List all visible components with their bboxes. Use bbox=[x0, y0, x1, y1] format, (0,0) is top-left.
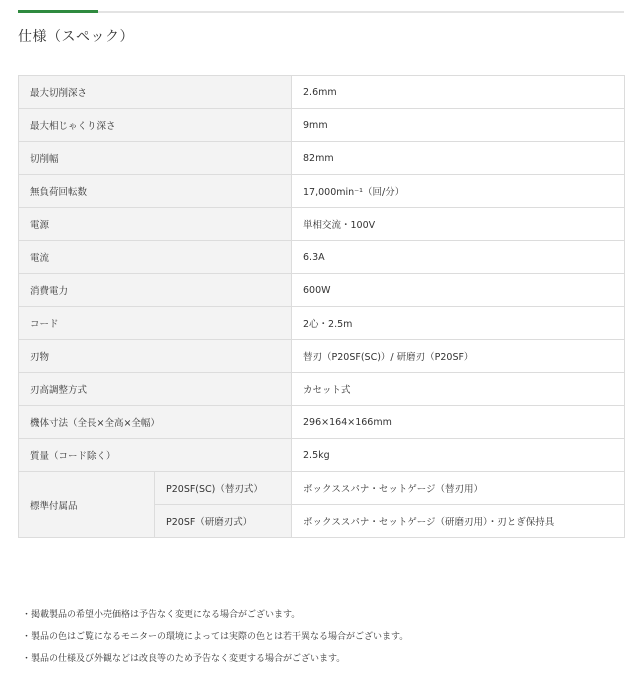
spec-value: 9mm bbox=[292, 109, 625, 142]
spec-label: 消費電力 bbox=[19, 274, 292, 307]
table-row bbox=[19, 208, 625, 241]
spec-value: 2心・2.5m bbox=[292, 307, 625, 340]
note-item: ・掲載製品の希望小売価格は予告なく変更になる場合がございます。 bbox=[22, 610, 301, 620]
spec-label: 刃高調整方式 bbox=[19, 373, 292, 406]
spec-label: コード bbox=[19, 307, 292, 340]
table-row bbox=[19, 439, 625, 472]
table-row bbox=[19, 307, 625, 340]
table-row bbox=[19, 472, 625, 505]
notes-list bbox=[22, 607, 408, 673]
table-row bbox=[19, 406, 625, 439]
spec-label: 電流 bbox=[19, 241, 292, 274]
spec-label: 最大相じゃくり深さ bbox=[19, 109, 292, 142]
spec-label: 無負荷回転数 bbox=[19, 175, 292, 208]
table-row bbox=[19, 373, 625, 406]
spec-value: カセット式 bbox=[292, 373, 625, 406]
table-row bbox=[19, 241, 625, 274]
table-row bbox=[19, 142, 625, 175]
table-row bbox=[19, 175, 625, 208]
accessories-label: 標準付属品 bbox=[19, 472, 155, 538]
note-item: ・製品の色はご覧になるモニターの環境によっては実際の色とは若干異なる場合がございます。 bbox=[22, 632, 409, 642]
spec-value: 単相交流・100V bbox=[292, 208, 625, 241]
section-top-rule bbox=[18, 11, 624, 13]
spec-label: 刃物 bbox=[19, 340, 292, 373]
section-title: 仕様（スペック） bbox=[18, 29, 134, 45]
accessory-value: ボックススパナ・セットゲージ（研磨刃用）・刃とぎ保持具 bbox=[292, 505, 625, 538]
spec-value: 17,000min⁻¹（回/分） bbox=[292, 175, 625, 208]
spec-table bbox=[18, 75, 625, 538]
section-accent-bar bbox=[18, 10, 98, 13]
spec-label: 電源 bbox=[19, 208, 292, 241]
spec-value: 82mm bbox=[292, 142, 625, 175]
table-row bbox=[19, 109, 625, 142]
accessory-model: P20SF(SC)（替刃式） bbox=[155, 472, 292, 505]
table-row bbox=[19, 340, 625, 373]
spec-value: 2.5kg bbox=[292, 439, 625, 472]
spec-value: 600W bbox=[292, 274, 625, 307]
spec-value: 替刃（P20SF(SC)）/ 研磨刃（P20SF） bbox=[292, 340, 625, 373]
spec-label: 機体寸法（全長×全高×全幅） bbox=[19, 406, 292, 439]
note-item: ・製品の仕様及び外観などは改良等のため予告なく変更する場合がございます。 bbox=[22, 654, 346, 664]
spec-value: 6.3A bbox=[292, 241, 625, 274]
table-row bbox=[19, 274, 625, 307]
spec-value: 2.6mm bbox=[292, 76, 625, 109]
spec-value: 296×164×166mm bbox=[292, 406, 625, 439]
table-row bbox=[19, 76, 625, 109]
spec-label: 最大切削深さ bbox=[19, 76, 292, 109]
spec-label: 質量（コード除く） bbox=[19, 439, 292, 472]
spec-label: 切削幅 bbox=[19, 142, 292, 175]
accessory-value: ボックススパナ・セットゲージ（替刃用） bbox=[292, 472, 625, 505]
accessory-model: P20SF（研磨刃式） bbox=[155, 505, 292, 538]
